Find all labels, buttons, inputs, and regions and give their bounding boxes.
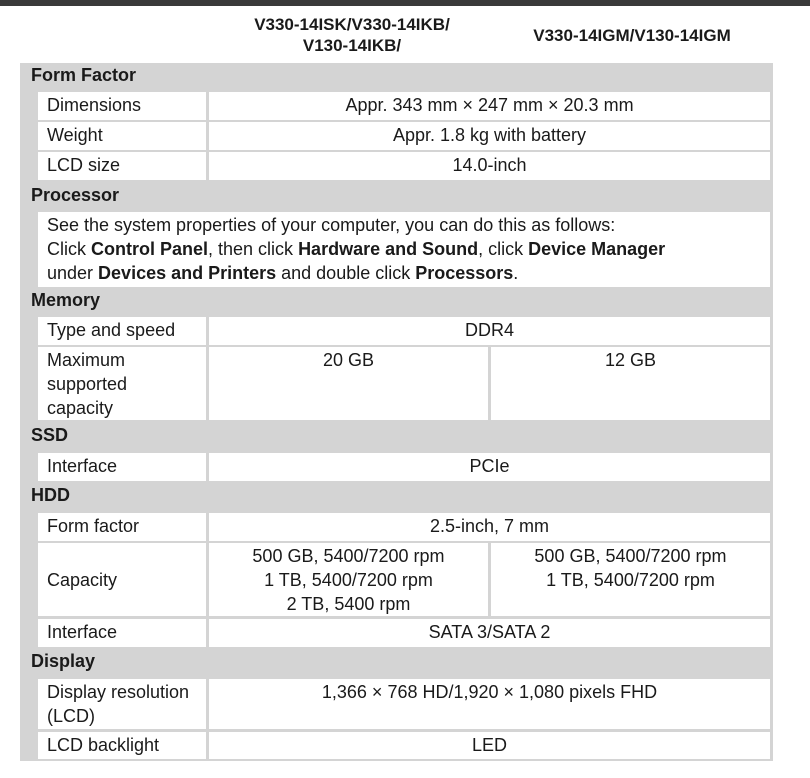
hdd-interface-label: Interface [38,619,206,647]
column-header-model-b: V330-14IGM/V130-14IGM [533,26,731,45]
spec-table [20,63,773,761]
hdd-form-factor-value: 2.5-inch, 7 mm [209,513,770,541]
note-text: and double click [276,263,416,283]
hdd-interface-value: SATA 3/SATA 2 [209,619,770,647]
column-header-model-a: V330-14ISK/V330-14IKB/ V130-14IKB/ [254,15,450,55]
processor-note-line-3 [47,261,770,285]
top-rule [0,0,810,6]
ssd-interface-label: Interface [38,453,206,481]
processors-term: Processors [415,263,514,283]
note-text: under [47,263,99,283]
dimensions-label: Dimensions [38,92,206,120]
processor-note-line-2 [47,237,770,261]
note-text: , click [478,239,529,259]
max-capacity-value-b: 12 GB [491,347,770,420]
lcd-size-value: 14.0-inch [209,152,770,180]
section-processor: Processor [31,185,120,205]
control-panel-term: Control Panel [91,239,209,259]
hdd-capacity-value-b: 500 GB, 5400/7200 rpm 1 TB, 5400/7200 rpm [491,543,770,616]
hardware-sound-term: Hardware and Sound [298,239,479,259]
max-capacity-label: Maximum supported capacity [38,347,206,420]
hdd-capacity-value-a: 500 GB, 5400/7200 rpm 1 TB, 5400/7200 rpm 2 TB, 5400 rpm [209,543,488,616]
section-form-factor: Form Factor [31,65,137,85]
weight-value: Appr. 1.8 kg with battery [209,122,770,150]
type-speed-label: Type and speed [38,317,206,345]
max-capacity-value-a: 20 GB [209,347,488,420]
type-speed-value: DDR4 [209,317,770,345]
lcd-size-label: LCD size [38,152,206,180]
section-hdd: HDD [31,485,70,505]
section-ssd: SSD [31,425,69,445]
note-text: . [513,263,519,283]
ssd-interface-value: PCIe [209,453,770,481]
section-memory: Memory [31,290,101,310]
devices-printers-term: Devices and Printers [98,263,277,283]
display-resolution-value: 1,366 × 768 HD/1,920 × 1,080 pixels FHD [209,679,770,729]
note-text: , then click [208,239,299,259]
lcd-backlight-label: LCD backlight [38,732,206,759]
device-manager-term: Device Manager [528,239,666,259]
hdd-form-factor-label: Form factor [38,513,206,541]
dimensions-value: Appr. 343 mm × 247 mm × 20.3 mm [209,92,770,120]
lcd-backlight-value: LED [209,732,770,759]
hdd-capacity-label: Capacity [38,543,206,616]
processor-note [38,212,770,287]
section-display: Display [31,651,96,671]
note-text: Click [47,239,91,259]
weight-label: Weight [38,122,206,150]
processor-note-line-1: See the system properties of your computer, you can do this as follows: [47,215,616,235]
display-resolution-label: Display resolution (LCD) [38,679,206,729]
